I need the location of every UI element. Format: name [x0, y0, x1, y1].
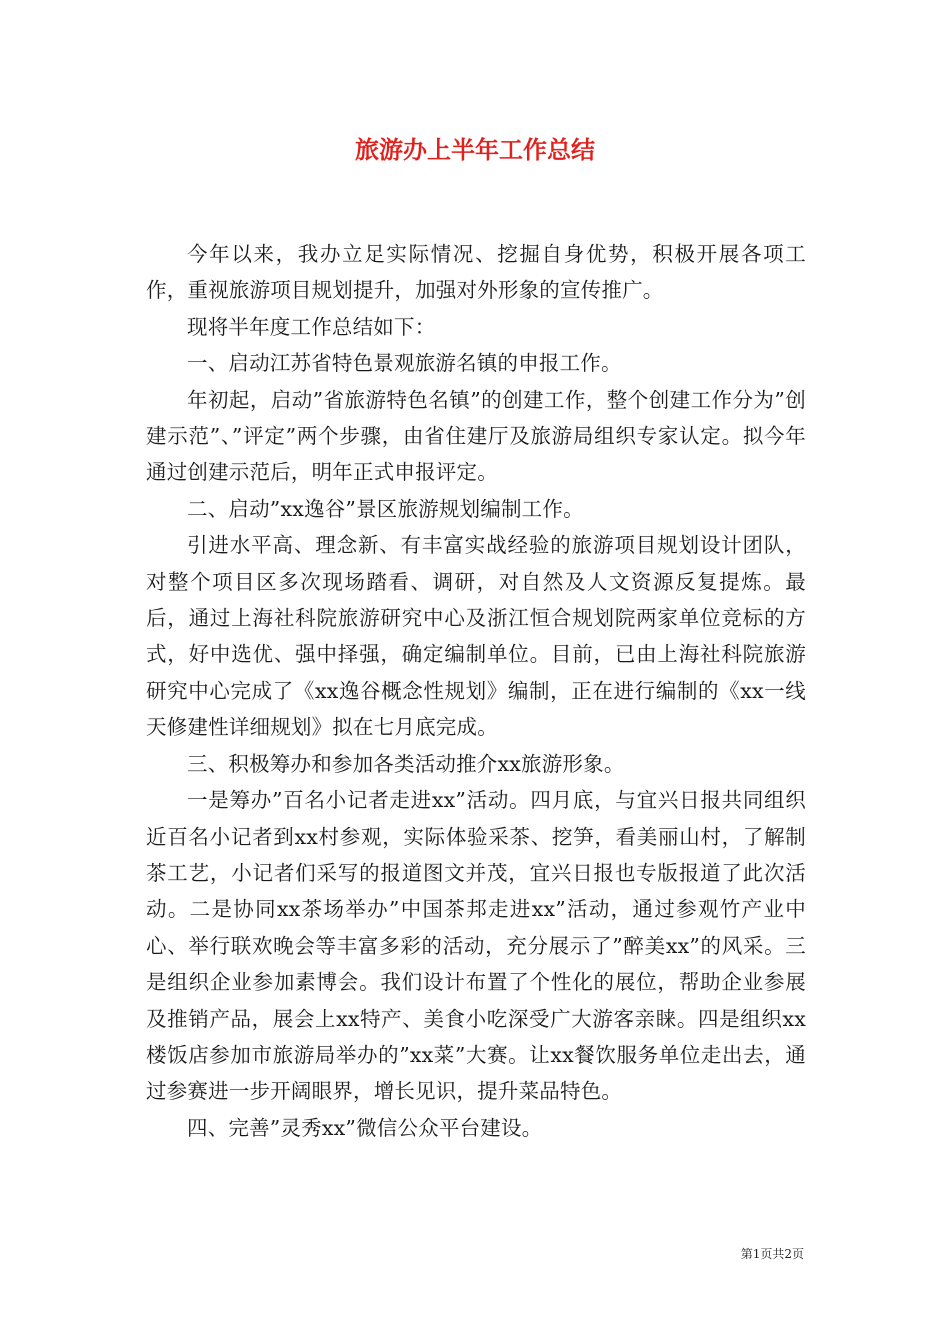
paragraph-summary-lead: 现将半年度工作总结如下： [187, 314, 436, 339]
paragraph-section-2: 引进水平高、理念新、有丰富实战经验的旅游项目规划设计团队，对整个项目区多次现场踏看、调研，对自然及人文资源反复提炼。最后，通过上海社科院旅游研究中心及浙江恒合规划院两家单位竞标的方式，好中选优、强中择强，确定编制单位。目前，已由上海社科院旅游研究中心完成了《xx逸谷概念性规划》编制，正在进行编制的《xx一线天修建性详细规划》拟在七月底完成。 [146, 533, 806, 740]
document-body [146, 236, 806, 1146]
section-heading-1: 一、启动江苏省特色景观旅游名镇的申报工作。 [187, 351, 622, 376]
page-number: 第1页共2页 [740, 1247, 804, 1261]
section-heading-4: 四、完善”灵秀xx”微信公众平台建设。 [187, 1115, 543, 1140]
section-heading-3: 三、积极筹办和参加各类活动推介xx旅游形象。 [187, 751, 625, 776]
paragraph-intro: 今年以来，我办立足实际情况、挖掘自身优势，积极开展各项工作，重视旅游项目规划提升，加强对外形象的宣传推广。 [146, 242, 806, 303]
paragraph-section-1: 年初起，启动”省旅游特色名镇”的创建工作，整个创建工作分为”创建示范”、”评定”两个步骤，由省住建厅及旅游局组织专家认定。拟今年通过创建示范后，明年正式申报评定。 [146, 387, 806, 485]
paragraph-section-3: 一是筹办”百名小记者走进xx”活动。四月底，与宜兴日报共同组织近百名小记者到xx村参观，实际体验采茶、挖笋，看美丽山村，了解制茶工艺，小记者们采写的报道图文并茂，宜兴日报也专版报道了此次活动。二是协同xx茶场举办”中国茶邦走进xx”活动，通过参观竹产业中心、举行联欢晚会等丰富多彩的活动，充分展示了”醉美xx”的风采。三是组织企业参加素博会。我们设计布置了个性化的展位，帮助企业参展及推销产品，展会上xx特产、美食小吃深受广大游客亲睐。四是组织xx楼饭店参加市旅游局举办的”xx菜”大赛。让xx餐饮服务单位走出去，通过参赛进一步开阔眼界，增长见识，提升菜品特色。 [146, 788, 806, 1104]
document-title: 旅游办上半年工作总结 [355, 135, 595, 164]
section-heading-2: 二、启动”xx逸谷”景区旅游规划编制工作。 [187, 496, 584, 521]
